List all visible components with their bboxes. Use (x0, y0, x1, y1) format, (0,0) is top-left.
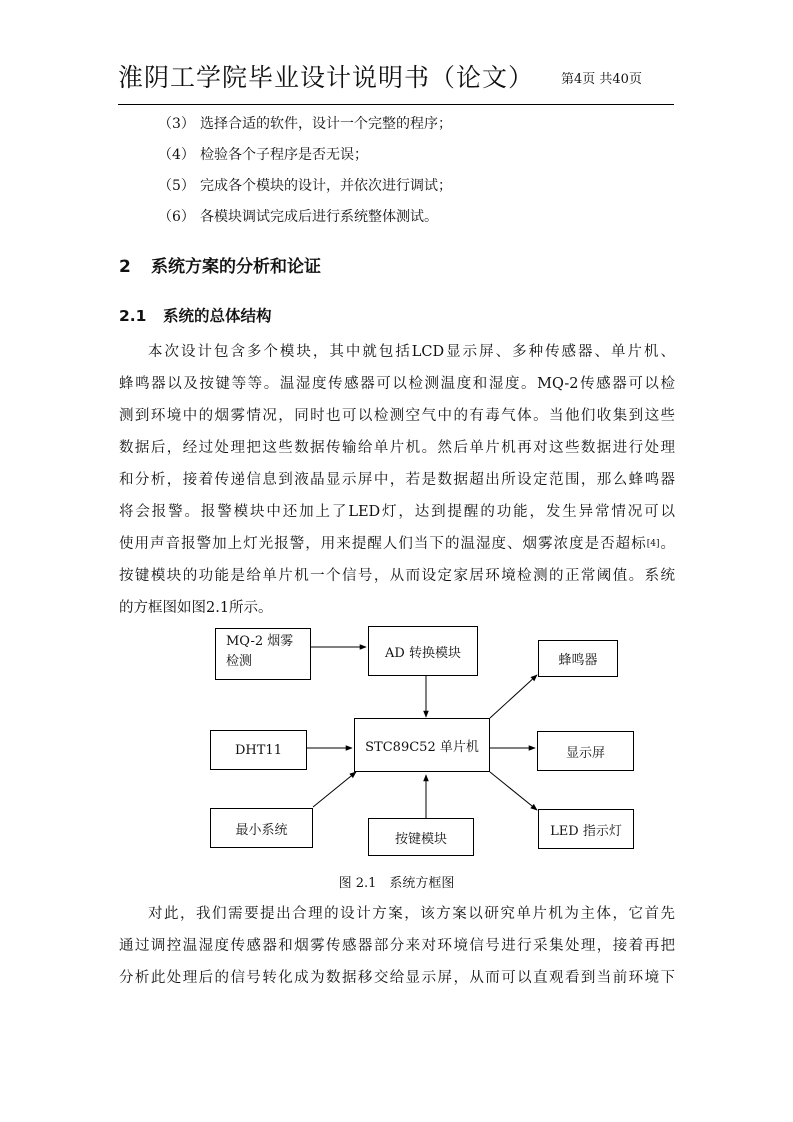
paragraph-line: 按键模块的功能是给单片机一个信号，从而设定家居环境检测的正常阈值。系统 (119, 568, 675, 584)
list-item-number: （4） (158, 147, 195, 163)
arrow-minsys-to-mcu (313, 772, 356, 807)
arrow-mcu-to-buzzer (490, 675, 537, 718)
paragraph-structure (119, 336, 675, 624)
list-item (158, 113, 452, 133)
subsection-heading (119, 304, 272, 326)
page-info: 第4页 共40页 (561, 72, 642, 87)
paragraph-line: 本次设计包含多个模块，其中就包括LCD显示屏、多种传感器、单片机、 (148, 344, 675, 360)
list-item-text: 选择合适的软件，设计一个完整的程序； (200, 116, 452, 132)
list-item-number: （3） (158, 116, 195, 132)
subsection-title: 系统的总体结构 (163, 307, 272, 325)
paragraph-line: 蜂鸣器以及按键等等。温湿度传感器可以检测温度和湿度。MQ-2传感器可以检 (119, 376, 675, 392)
paragraph-line: 将会报警。报警模块中还加上了LED灯，达到提醒的功能，发生异常情况可以 (119, 504, 675, 520)
paragraph-line-text: 使用声音报警加上灯光报警，用来提醒人们当下的温湿度、烟雾浓度是否超标 (119, 536, 647, 552)
paragraph-line: 的方框图如图2.1所示。 (119, 600, 273, 616)
system-block-diagram (200, 620, 640, 860)
mq2-label-line2: 检测 (226, 654, 253, 669)
list-item (158, 206, 438, 226)
citation-punct: 。 (659, 536, 675, 552)
citation-marker: [4] (646, 539, 660, 549)
list-item (158, 144, 368, 164)
arrow-mcu-to-led (490, 772, 537, 810)
min-system-box: 最小系统 (210, 808, 313, 848)
display-box: 显示屏 (537, 731, 634, 771)
keys-module-box: 按键模块 (368, 818, 474, 856)
list-item-number: （5） (158, 178, 195, 194)
section-number: 2 (119, 257, 131, 277)
dht11-box: DHT11 (210, 730, 307, 770)
mq2-label-line1: MQ-2 烟雾 (226, 634, 294, 649)
header-title: 淮阴工学院毕业设计说明书（论文） (118, 63, 535, 92)
section-title: 系统方案的分析和论证 (151, 257, 321, 277)
figure-caption: 图 2.1 系统方框图 (338, 876, 455, 891)
subsection-number: 2.1 (119, 307, 147, 325)
paragraph-analysis (119, 898, 675, 994)
list-item-text: 检验各个子程序是否无误； (200, 147, 368, 163)
section-heading (119, 252, 321, 277)
page-header (118, 58, 674, 105)
list-item-text: 各模块调试完成后进行系统整体测试。 (200, 209, 438, 225)
paragraph-line: 对此，我们需要提出合理的设计方案，该方案以研究单片机为主体，它首先 (148, 906, 675, 922)
paragraph-line: 数据后，经过处理把这些数据传输给单片机。然后单片机再对这些数据进行处理 (119, 440, 675, 456)
led-indicator-box: LED 指示灯 (538, 809, 634, 849)
mcu-box: STC89C52 单片机 (354, 718, 490, 772)
paragraph-line: 通过调控温湿度传感器和烟雾传感器部分来对环境信号进行采集处理，接着再把 (119, 938, 675, 954)
list-item-number: （6） (158, 209, 195, 225)
paragraph-line: 分析此处理后的信号转化成为数据移交给显示屏，从而可以直观看到当前环境下 (119, 970, 675, 986)
ad-converter-box: AD 转换模块 (368, 626, 478, 676)
mq2-smoke-box (215, 628, 311, 680)
paragraph-line: 和分析，接着传递信息到液晶显示屏中，若是数据超出所设定范围，那么蜂鸣器 (119, 472, 675, 488)
paragraph-line: 测到环境中的烟雾情况，同时也可以检测空气中的有毒气体。当他们收集到这些 (119, 408, 675, 424)
paragraph-line-cited (119, 528, 675, 560)
buzzer-box: 蜂鸣器 (538, 640, 618, 677)
list-item (158, 175, 452, 195)
list-item-text: 完成各个模块的设计，并依次进行调试； (200, 178, 452, 194)
